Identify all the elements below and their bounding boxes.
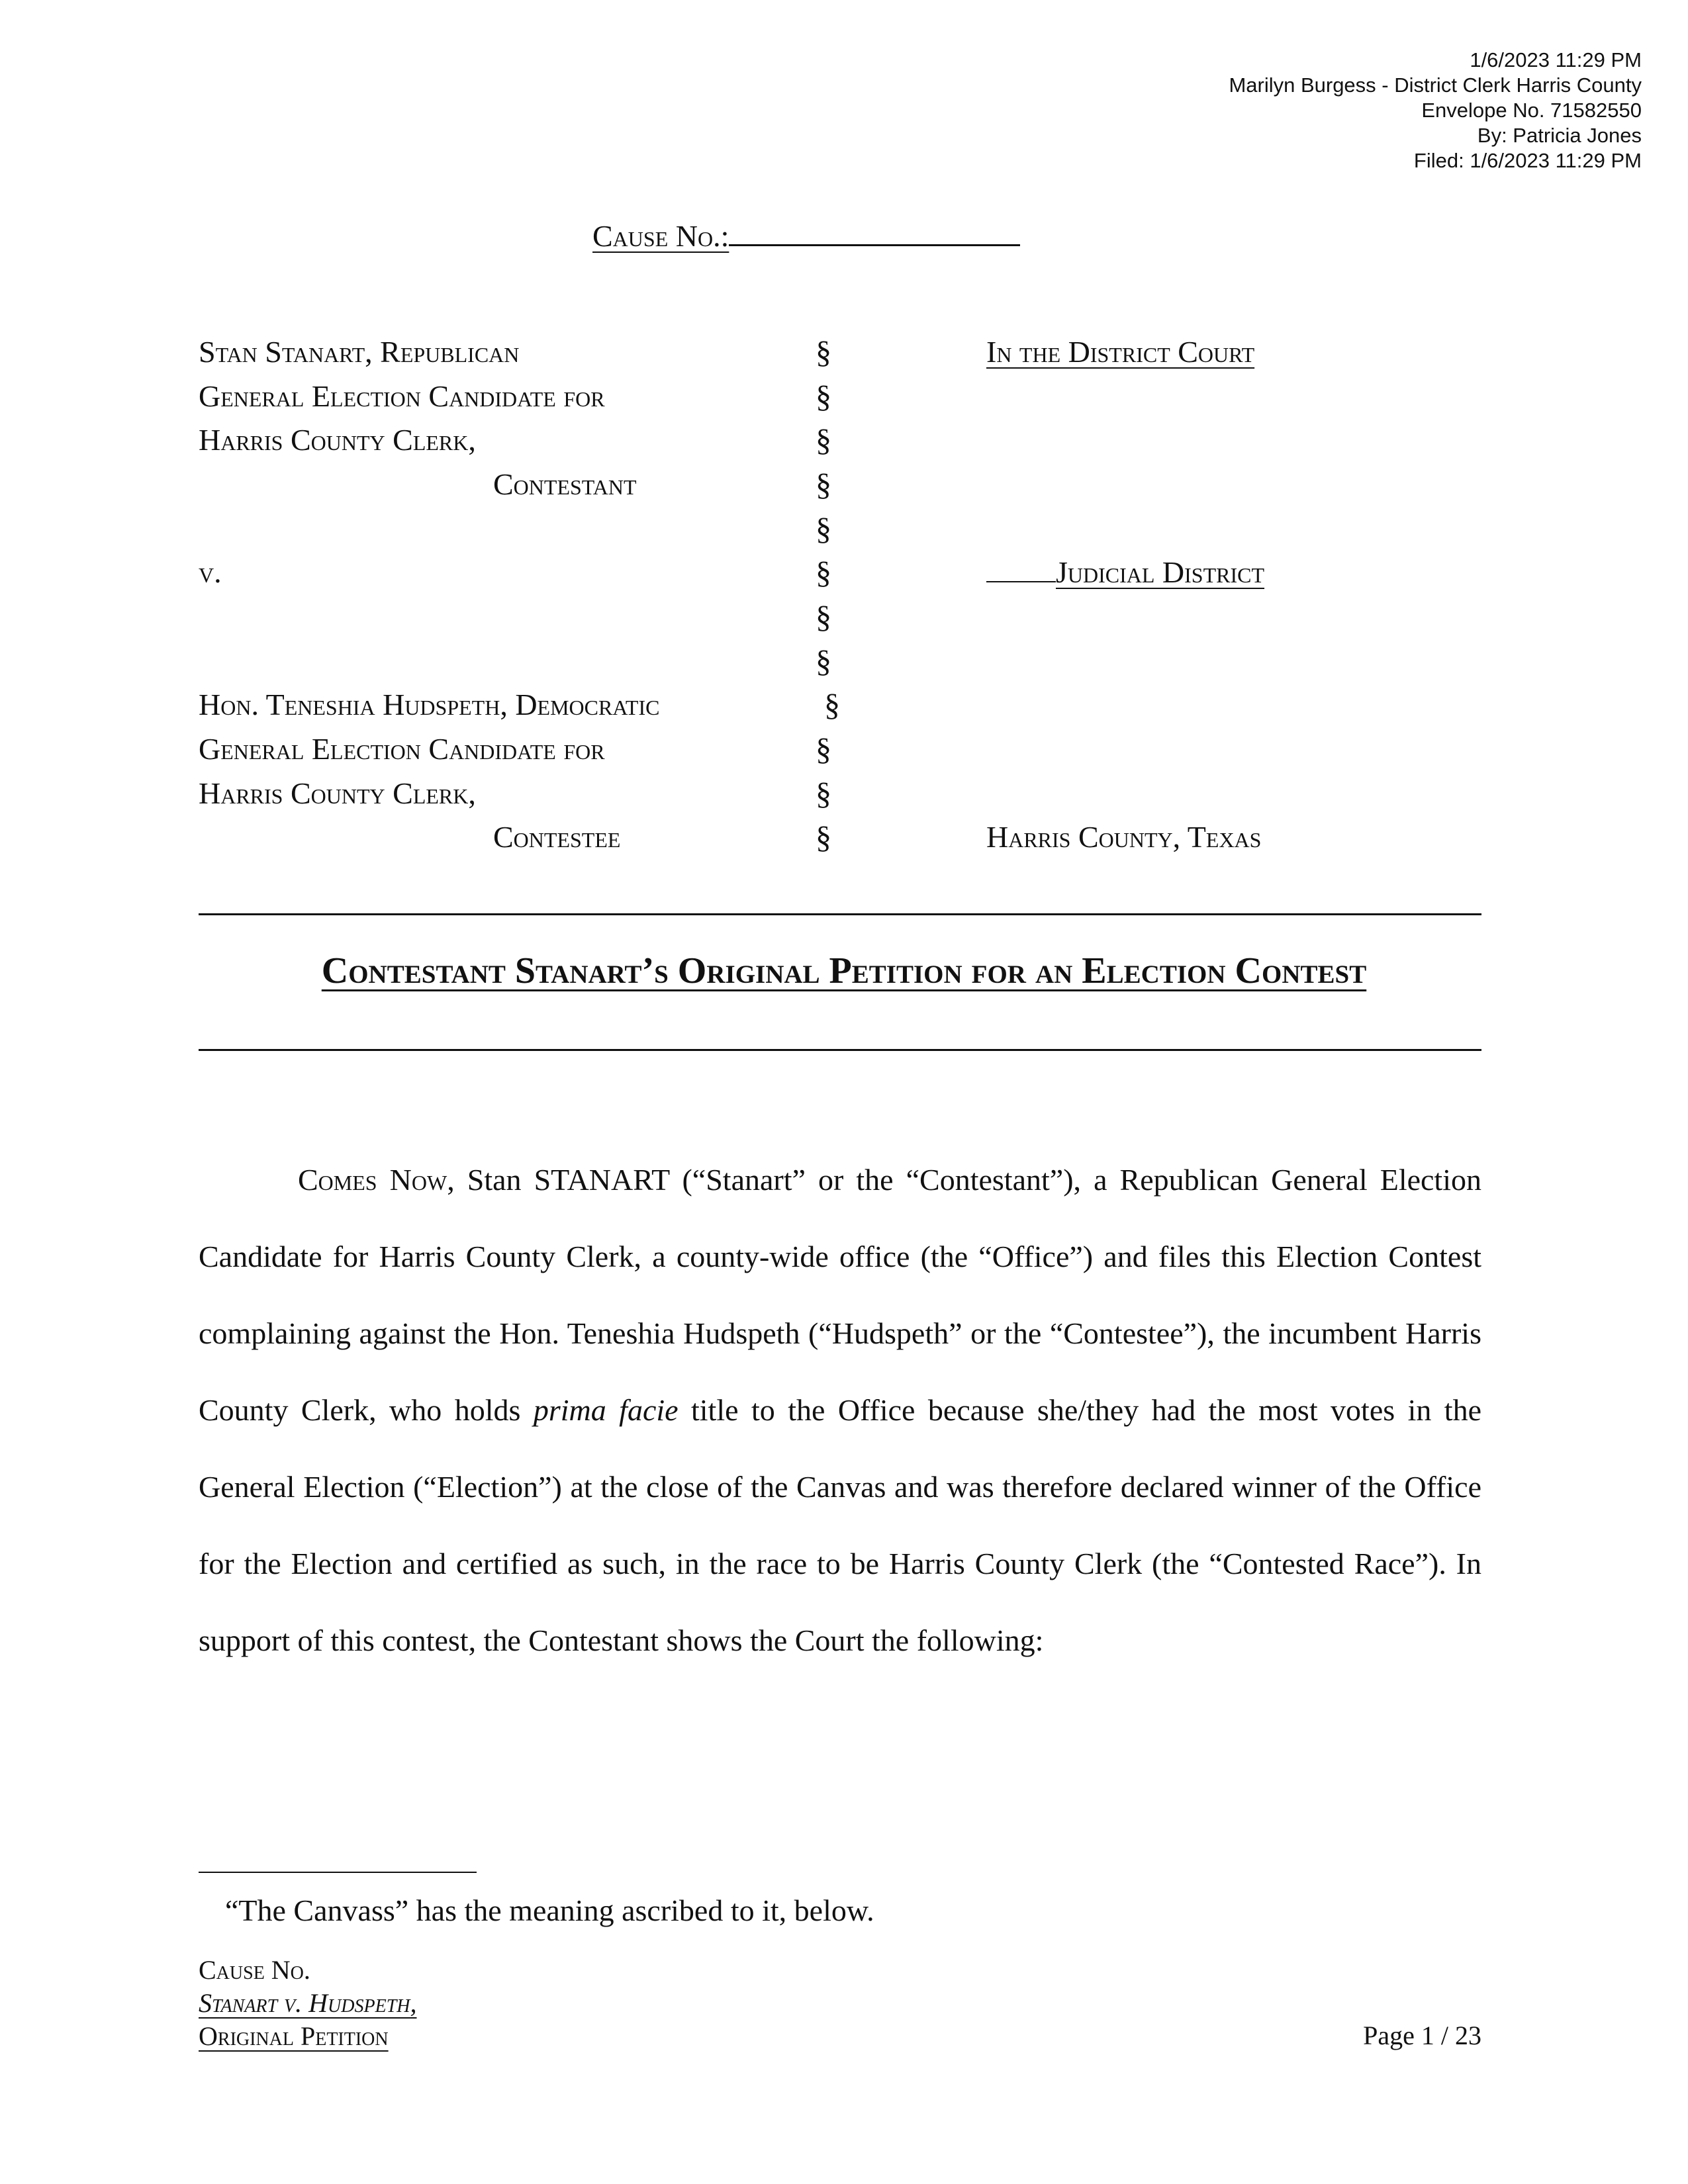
filing-filed: Filed: 1/6/2023 11:29 PM [1413, 149, 1642, 172]
footnote-separator [199, 1872, 477, 1873]
title-rule-top [199, 913, 1481, 915]
versus: v. [199, 555, 222, 589]
district-number-blank [986, 556, 1056, 582]
contestee-line-3: Harris County Clerk, [199, 776, 476, 810]
page-number: Page 1 / 23 [1363, 2021, 1481, 2050]
document-title-text: Contestant Stanart’s Original Petition for an Election Contest [321, 950, 1367, 991]
paragraph-text-1: , Stan STANART (“Stanart” or the “Contestant”), a Republican General Election Candidate for Harris County Clerk, a county-wide office (the “Office”) and files this Election Contest complaining against the Hon. Teneshia Hudspeth (“Hudspeth” or the “Contestee”), the incumbent Harris County Clerk, who holds [199, 1163, 1481, 1427]
filing-datetime: 1/6/2023 11:29 PM [1470, 48, 1642, 71]
section-symbol: § [816, 423, 831, 458]
contestant-line-3: Harris County Clerk, [199, 423, 476, 457]
filing-envelope: Envelope No. 71582550 [1421, 99, 1642, 122]
filing-clerk: Marilyn Burgess - District Clerk Harris County [1229, 73, 1642, 97]
contestant-line-1: Stan Stanart, Republican [199, 335, 520, 369]
title-rule-bottom [199, 1049, 1481, 1051]
paragraph-text-2: title to the Office because she/they had the most votes in the General Election (“Election”) at the close of the Canvas and was therefore declared winner of the Office for the Election and certified as such, in the race to be Harris County Clerk (the “Contested Race”). In support of this contest, the Contestant shows the Court the following: [199, 1393, 1481, 1657]
comes-now: Comes Now [298, 1163, 447, 1197]
section-symbol: § [816, 467, 831, 502]
judicial-district-line [986, 555, 1264, 590]
section-symbol: § [816, 776, 831, 811]
county-state: Harris County, Texas [986, 820, 1262, 854]
section-symbol: § [816, 732, 831, 767]
footnote: “The Canvass” has the meaning ascribed to it, below. [225, 1893, 874, 1927]
filing-by: By: Patricia Jones [1477, 124, 1642, 147]
prima-facie: prima facie [533, 1393, 679, 1427]
section-symbol: § [816, 644, 831, 679]
footer-document-name: Original Petition [199, 2021, 389, 2051]
contestee-role: Contestee [493, 820, 621, 854]
judicial-district: Judicial District [1056, 555, 1265, 589]
footer-cause: Cause No. [199, 1955, 310, 1985]
page-footer [199, 1954, 416, 2053]
opening-paragraph [199, 1142, 1481, 1679]
section-symbol: § [816, 600, 831, 635]
contestee-line-1: Hon. Teneshia Hudspeth, Democratic [199, 688, 660, 721]
section-symbol: § [816, 512, 831, 547]
court-name: In the District Court [986, 335, 1255, 369]
section-symbol: § [816, 555, 831, 590]
contestant-line-2: General Election Candidate for [199, 379, 605, 413]
cause-label: Cause No.: [592, 219, 729, 253]
section-symbol: § [816, 379, 831, 414]
section-symbol: § [816, 820, 831, 855]
contestee-line-2: General Election Candidate for [199, 732, 605, 766]
section-symbol: § [816, 335, 831, 370]
footer-case-name: Stanart v. Hudspeth, [199, 1988, 417, 2018]
contestant-role: Contestant [493, 467, 637, 501]
section-symbol: § [824, 688, 840, 723]
document-title [0, 950, 1688, 992]
